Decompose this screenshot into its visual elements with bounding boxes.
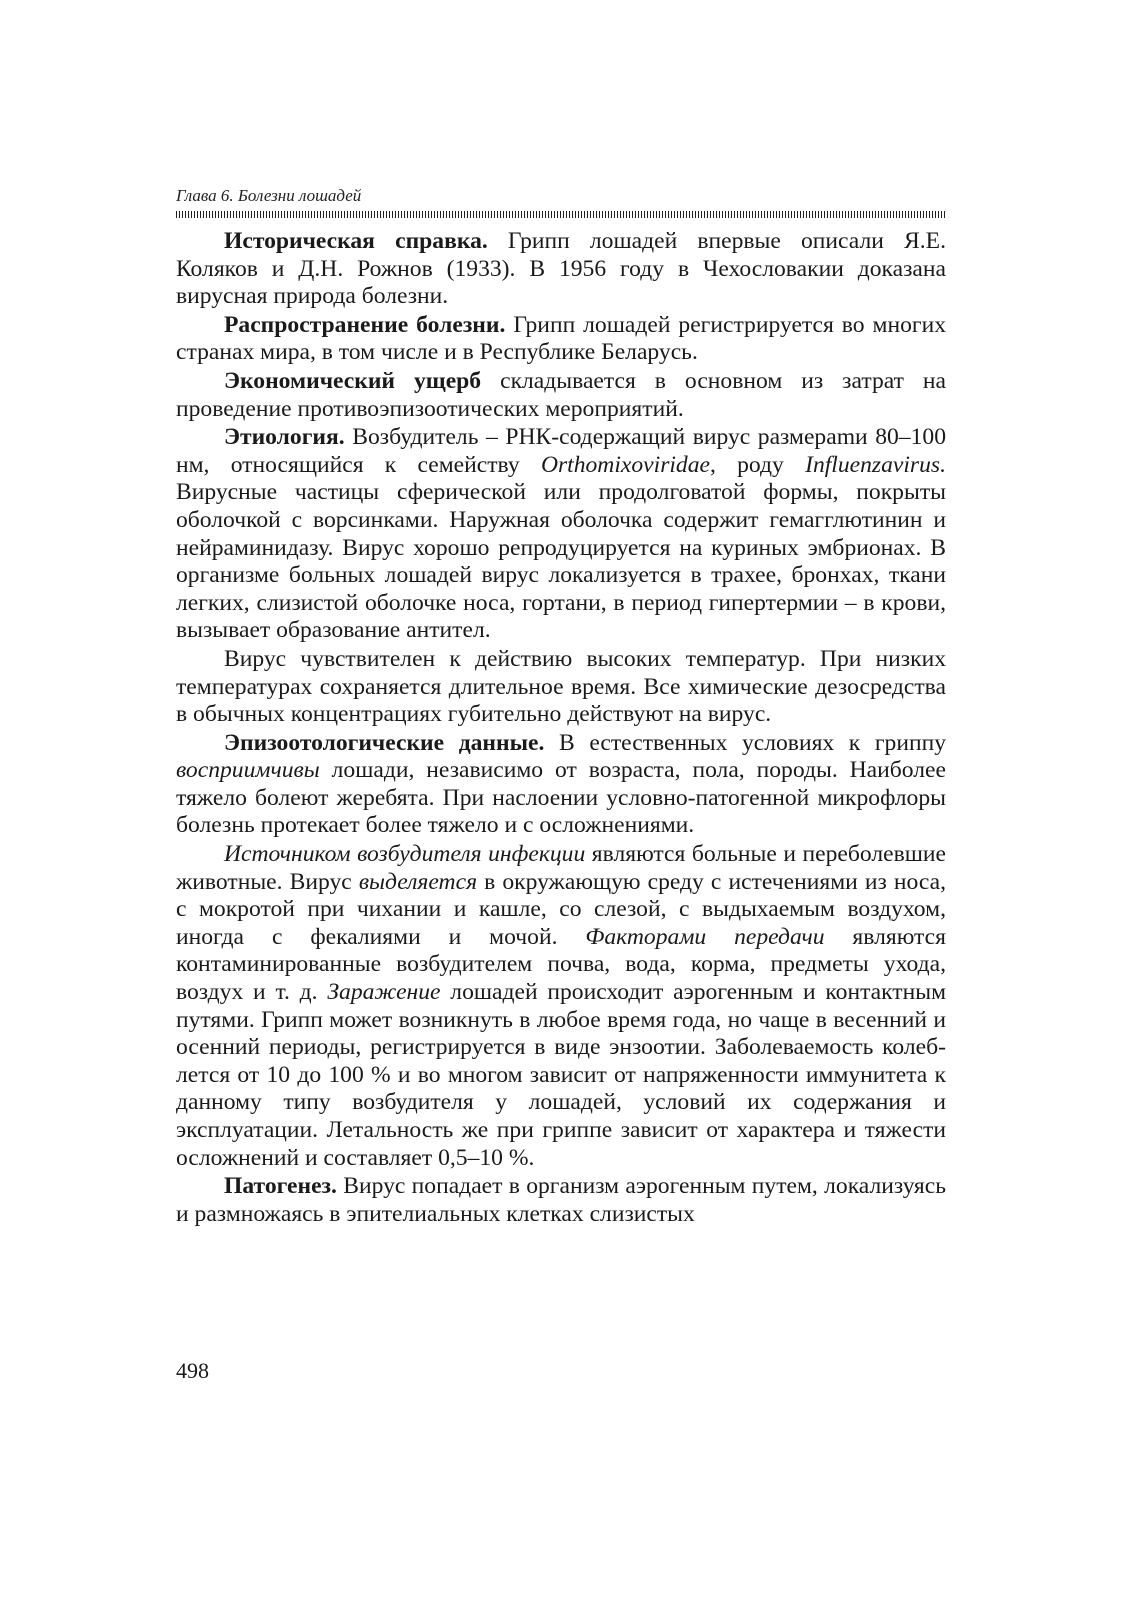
- italic-genus-name: Influenzavirus.: [805, 451, 946, 478]
- italic-transmission-factors: Факторами передачи: [585, 923, 825, 950]
- italic-infection-source: Источником возбудителя инфекции: [224, 841, 586, 868]
- heading-economic-damage: Экономический ущерб: [224, 367, 482, 394]
- heading-epizootology: Эпизоотологические данные.: [224, 729, 545, 756]
- paragraph-epizootology: [176, 730, 946, 840]
- paragraph-economic-damage: [176, 368, 946, 423]
- paragraph-distribution: [176, 312, 946, 367]
- italic-family-name: Orthomixoviridae: [540, 451, 710, 478]
- italic-shed: выделяется: [358, 868, 478, 895]
- heading-etiology: Этиология.: [224, 424, 345, 451]
- running-header: Глава 6. Болезни лошадей: [176, 186, 362, 205]
- heading-distribution: Распространение болезни.: [224, 311, 506, 338]
- heading-pathogenesis: Патогенез.: [224, 1173, 337, 1200]
- text-infection-source-4: лошадей происходит аэрогенным и контактным путями. Грипп может возникнуть в любое время года, но чаще в весенний и осенний периоды, регистрируется в виде энзоотии. Заболеваемость колеблется от 10 до 100 % и во многом зависит от напряженности иммунитета к данному типу возбудителя у лошадей, условий их содержания и эксплуатации. Летальность же при гриппе зависит от характера и тяжести осложнений и составляет 0,5–10 %.: [176, 979, 947, 1171]
- text-virus-resistance: Вирус чувствителен к действию высоких температур. При низких температурах сохраняется длительное время. Все химические дезосредства в обычных концентрациях губительно действуют на вирус.: [176, 645, 946, 728]
- text-etiology-2: , роду: [710, 451, 806, 478]
- paragraph-pathogenesis: [176, 1173, 946, 1228]
- paragraph-virus-resistance: [176, 646, 946, 729]
- page-number: 498: [176, 1358, 209, 1383]
- text-infection-source-1: являются больные и переболевшие животные. Вирус: [176, 841, 946, 895]
- text-epizootology-1: В естественных условиях к гриппу: [544, 729, 946, 756]
- header-rule: [176, 211, 946, 218]
- heading-history: Историческая справка.: [224, 228, 488, 254]
- text-etiology-3: Вирусные частицы сферической или продолговатой формы, покрыты оболочкой с ворсинками. Наружная оболочка содержит гемагглютинин и нейраминидазу. Вирус хорошо репродуцируется на куриных эмбрионах. В организме больных лошадей вирус локализуется в трахее, бронхах, ткани легких, слизистой оболочке носа, гортани, в период гипертермии – в крови, вызывает образование антител.: [176, 479, 946, 644]
- text-history: Грипп лошадей впервые описали Я.Е. Коляков и Д.Н. Рожнов (1933). В 1956 году в Чехословакии доказана вирусная природа болезни.: [176, 228, 946, 310]
- paragraph-etiology: [176, 424, 946, 645]
- text-infection-source-3: являются контаминированные возбудителем почва, вода, корма, предметы ухода, воздух и т. д.: [176, 923, 946, 1006]
- body-text: [176, 228, 946, 1228]
- text-distribution: Грипп лошадей регистрируется во многих странах мира, в том числе и в Республике Беларусь.: [176, 311, 946, 366]
- italic-susceptible: восприимчивы: [176, 757, 320, 784]
- text-etiology-1: Возбудитель – РНК-содержащий вирус размераmи 80–100 нм, относящийся к семейству: [176, 424, 946, 478]
- text-pathogenesis: Вирус попадает в организм аэрогенным путем, локализуясь и размножаясь в эпителиальных клетках слизистых: [176, 1173, 946, 1227]
- paragraph-infection-source: [176, 841, 946, 1172]
- text-epizootology-2: лошади, независимо от возраста, пола, породы. Наиболее тяжело болеют жеребята. При наслоении условно-патогенной микрофлоры болезнь протекает более тяжело и с осложнениями.: [176, 757, 946, 839]
- text-infection-source-2: в окружающую среду с истечениями из носа, с мокротой при чихании и кашле, со слезой, с выдыхаемым воздухом, иногда с фекалиями и мочой.: [176, 868, 946, 950]
- italic-infection: Заражение: [327, 979, 441, 1006]
- paragraph-history: [176, 228, 946, 311]
- text-economic-damage: складывается в основном из затрат на проведение противоэпизоотических мероприятий.: [176, 367, 947, 422]
